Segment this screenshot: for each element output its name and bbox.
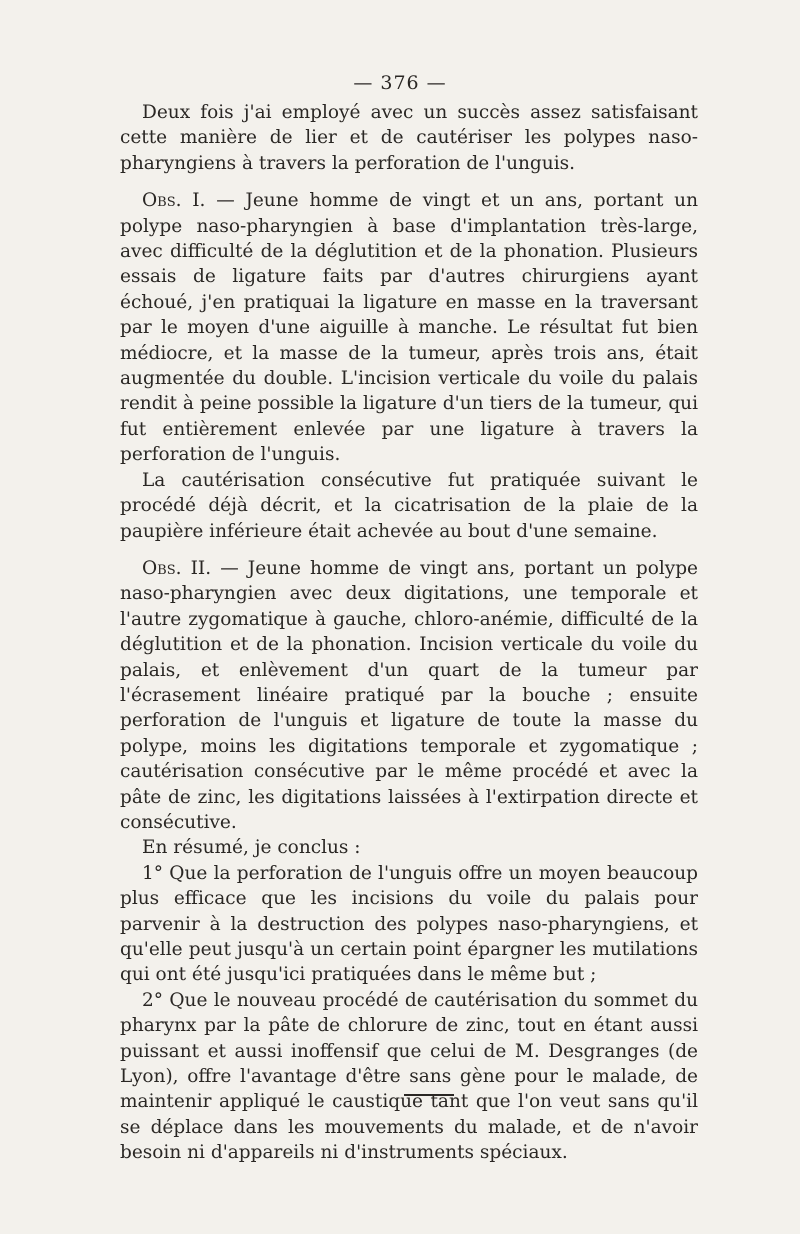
observation-2-text: — Jeune homme de vingt ans, portant un polype naso-pharyngien avec deux digitations, une temporale et l'autre zygomatique à gauche, chloro-anémie, difficulté de la déglutition et de la phonation. Incision verticale du voile du palais, et enlèvement d'un quart de la tumeur par l'écrasement linéaire pratiqué par la bouche ; ensuite perforation de l'unguis et ligature de toute la masse du polype, moins les digitations temporale et zygomatique ; cautérisation consécutive par le même procédé et avec la pâte de zinc, les digitations laissées à l'extirpation directe et consécutive.: [120, 557, 698, 833]
observation-1-label: Obs. I.: [142, 190, 206, 212]
page-number: — 376 —: [353, 72, 447, 94]
observation-1-text: — Jeune homme de vingt et un ans, portant un polype naso-pharyngien à base d'implantation très-large, avec difficulté de la déglutition et de la phonation. Plusieurs essais de ligature faits par d'autres chirurgiens ayant échoué, j'en pratiquai la ligature en masse en la traversant par le moyen d'une aiguille à manche. Le résultat fut bien médiocre, et la masse de la tumeur, après trois ans, était augmentée du double. L'incision verticale du voile du palais rendit à peine possible la ligature d'un tiers de la tumeur, qui fut entièrement enlevée par une ligature à travers la perforation de l'unguis.: [120, 190, 699, 466]
body-text: [120, 100, 698, 1166]
paragraph-summary-intro: En résumé, je conclus :: [142, 837, 361, 859]
end-rule: [404, 1094, 454, 1096]
paragraph-observation-1-continued: La cautérisation consécutive fut pratiquée suivant le procédé déjà décrit, et la cicatrisation de la plaie de la paupière inférieure était achevée au bout d'une semaine.: [120, 469, 698, 542]
paragraph-observation-2: [120, 556, 698, 835]
paragraph-intro: Deux fois j'ai employé avec un succès assez satisfaisant cette manière de lier et de cautériser les polypes naso-pharyngiens à travers la perforation de l'unguis.: [120, 102, 698, 174]
paragraph-conclusion-2: 2° Que le nouveau procédé de cautérisation du sommet du pharynx par la pâte de chlorure de zinc, tout en étant aussi puissant et aussi inoffensif que celui de M. Desgranges (de Lyon), offre l'avantage d'être sans gène pour le malade, de maintenir appliqué le caustique tant que l'on veut sans qu'il se déplace dans les mouvements du malade, et de n'avoir besoin ni d'appareils ni d'instruments spéciaux.: [120, 989, 698, 1164]
paragraph-observation-1: [120, 188, 698, 467]
observation-2-label: Obs. II.: [142, 557, 212, 579]
paragraph-conclusion-1: 1° Que la perforation de l'unguis offre un moyen beaucoup plus efficace que les incisions du voile du palais pour parvenir à la destruction des polypes naso-pharyngiens, et qu'elle peut jusqu'à un certain point épargner les mutilations qui ont été jusqu'ici pratiquées dans le même but ;: [120, 862, 698, 986]
